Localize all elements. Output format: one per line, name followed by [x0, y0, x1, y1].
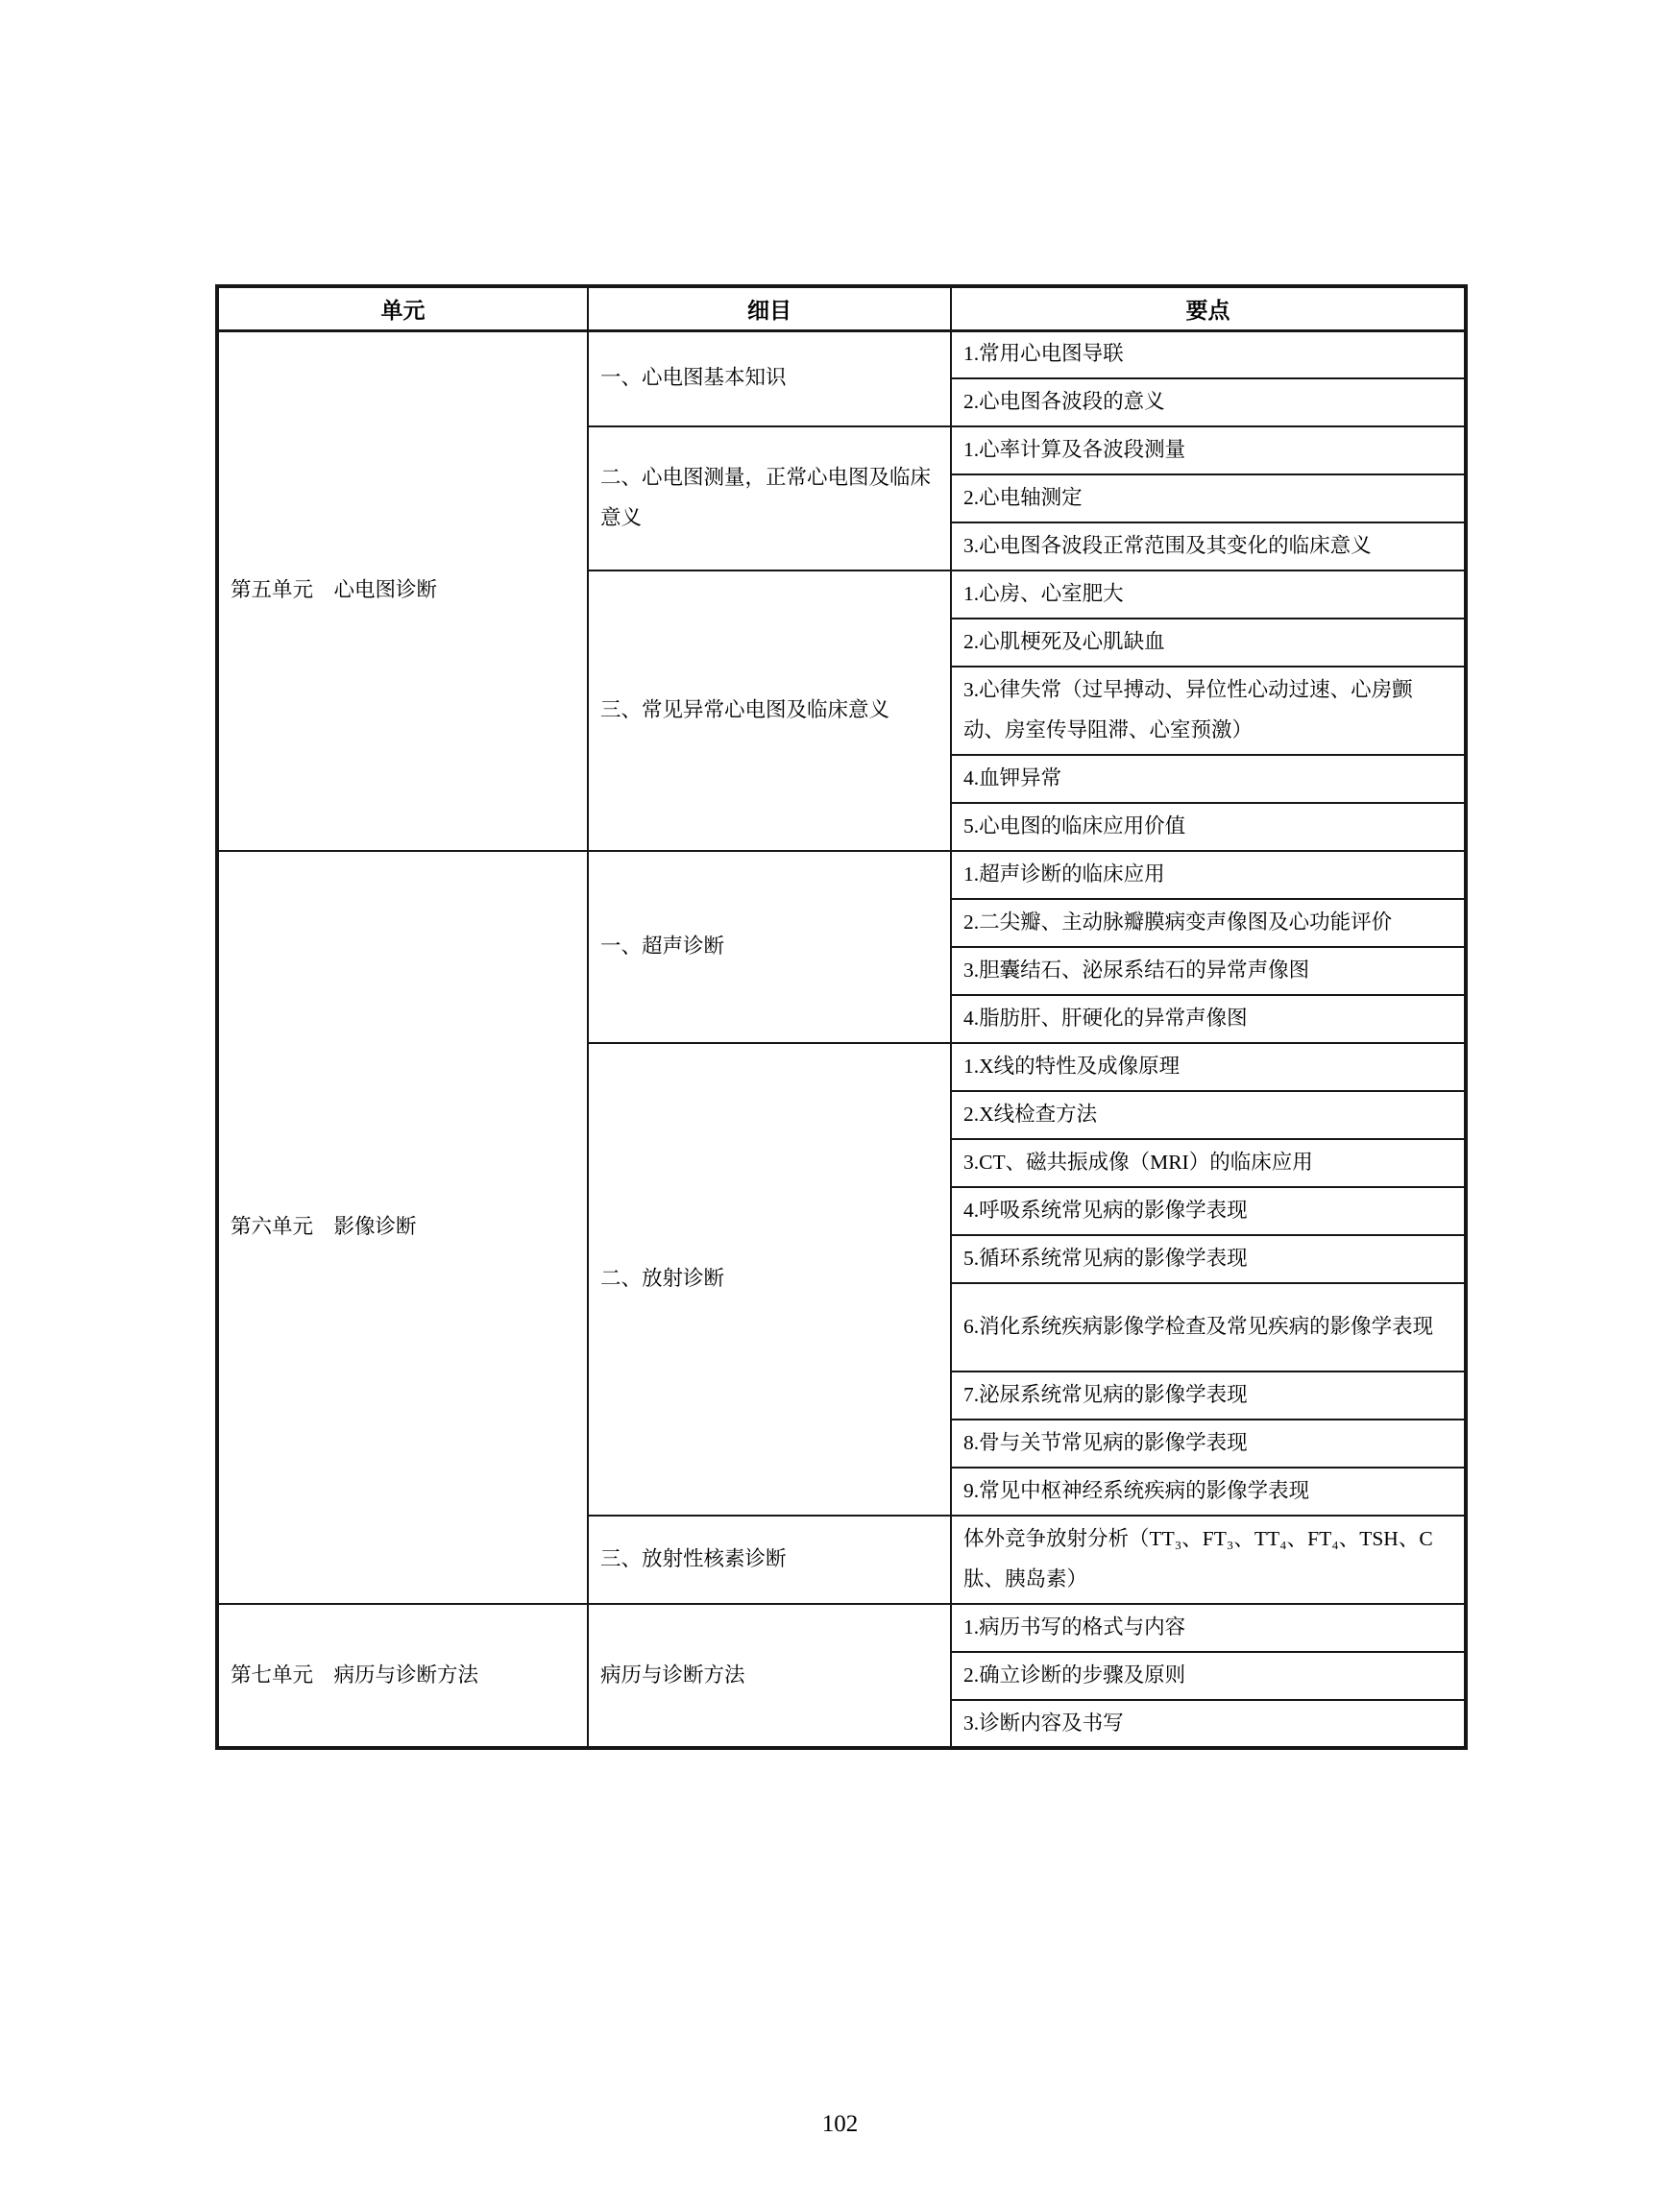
detail-cell: 一、心电图基本知识 — [588, 330, 951, 426]
point-cell: 2.心电图各波段的意义 — [951, 378, 1466, 426]
point-cell: 4.脂肪肝、肝硬化的异常声像图 — [951, 995, 1466, 1043]
unit-cell: 第六单元 影像诊断 — [217, 851, 588, 1604]
page-number: 102 — [821, 2111, 859, 2137]
point-cell: 2.二尖瓣、主动脉瓣膜病变声像图及心功能评价 — [951, 899, 1466, 947]
point-cell: 7.泌尿系统常见病的影像学表现 — [951, 1372, 1466, 1420]
point-cell: 5.循环系统常见病的影像学表现 — [951, 1235, 1466, 1283]
point-cell: 3.CT、磁共振成像（MRI）的临床应用 — [951, 1139, 1466, 1187]
point-cell: 6.消化系统疾病影像学检查及常见疾病的影像学表现 — [951, 1283, 1466, 1372]
unit-cell: 第五单元 心电图诊断 — [217, 330, 588, 851]
point-cell: 8.骨与关节常见病的影像学表现 — [951, 1420, 1466, 1468]
col-header-unit: 单元 — [217, 286, 588, 330]
col-header-detail: 细目 — [588, 286, 951, 330]
header-row — [217, 286, 1466, 330]
point-cell: 3.心律失常（过早搏动、异位性心动过速、心房颤动、房室传导阻滞、心室预激） — [951, 667, 1466, 755]
table-row — [217, 851, 1466, 899]
point-cell: 1.心房、心室肥大 — [951, 570, 1466, 619]
detail-cell: 二、放射诊断 — [588, 1043, 951, 1516]
point-cell: 5.心电图的临床应用价值 — [951, 803, 1466, 851]
syllabus-table — [215, 284, 1468, 1750]
detail-cell: 一、超声诊断 — [588, 851, 951, 1043]
detail-cell: 二、心电图测量，正常心电图及临床意义 — [588, 426, 951, 570]
detail-cell: 三、常见异常心电图及临床意义 — [588, 570, 951, 851]
table-row — [217, 330, 1466, 378]
point-cell: 1.心率计算及各波段测量 — [951, 426, 1466, 474]
col-header-points: 要点 — [951, 286, 1466, 330]
point-cell: 2.确立诊断的步骤及原则 — [951, 1652, 1466, 1700]
point-cell: 2.X线检查方法 — [951, 1091, 1466, 1139]
point-cell: 4.血钾异常 — [951, 755, 1466, 803]
point-cell: 4.呼吸系统常见病的影像学表现 — [951, 1187, 1466, 1235]
table-row — [217, 1604, 1466, 1652]
point-cell: 1.超声诊断的临床应用 — [951, 851, 1466, 899]
point-cell: 1.X线的特性及成像原理 — [951, 1043, 1466, 1091]
point-cell: 3.诊断内容及书写 — [951, 1700, 1466, 1748]
detail-cell: 三、放射性核素诊断 — [588, 1516, 951, 1604]
point-cell: 2.心肌梗死及心肌缺血 — [951, 619, 1466, 667]
point-cell: 1.病历书写的格式与内容 — [951, 1604, 1466, 1652]
point-cell: 9.常见中枢神经系统疾病的影像学表现 — [951, 1468, 1466, 1516]
point-cell: 2.心电轴测定 — [951, 474, 1466, 522]
unit-cell: 第七单元 病历与诊断方法 — [217, 1604, 588, 1748]
point-cell: 3.心电图各波段正常范围及其变化的临床意义 — [951, 522, 1466, 570]
detail-cell: 病历与诊断方法 — [588, 1604, 951, 1748]
point-cell: 1.常用心电图导联 — [951, 330, 1466, 378]
point-cell: 体外竞争放射分析（TT₃、FT₃、TT₄、FT₄、TSH、C肽、胰岛素） — [951, 1516, 1466, 1604]
point-cell: 3.胆囊结石、泌尿系结石的异常声像图 — [951, 947, 1466, 995]
